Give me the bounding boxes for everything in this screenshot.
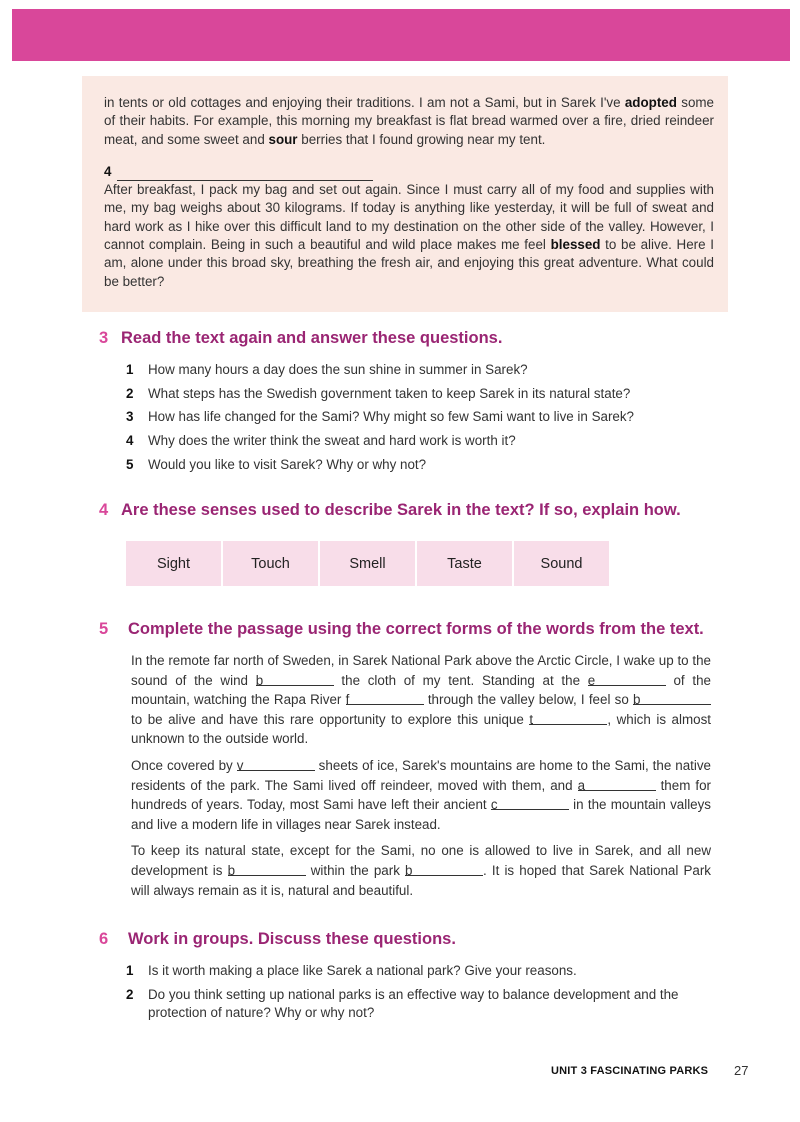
- answer-blank[interactable]: e: [588, 671, 666, 686]
- answer-blank[interactable]: b: [405, 861, 483, 876]
- sense-touch: Touch: [223, 541, 318, 586]
- reading-paragraph-4: After breakfast, I pack my bag and set out again. Since I must carry all of my food and supplies with me, my bag weighs about 30 kilograms. If today is anything like yesterday, it will be full of sweat and hard work as I hike over this difficult land to my destination on the other side of the valley. However, I cannot complain. Being in such a beautiful and wild place makes me feel blessed to be alive. Here I am, alone under this broad sky, breathing the fresh air, and enjoying this great adventure. What could be better?: [104, 182, 714, 289]
- answer-blank[interactable]: b: [256, 671, 334, 686]
- answer-blank[interactable]: c: [491, 795, 569, 810]
- exercise-title: Work in groups. Discuss these questions.: [128, 930, 456, 948]
- heading-blank-line[interactable]: [117, 166, 373, 181]
- list-item: 2 Do you think setting up national parks is an effective way to balance development and the protection of nature? Why or why not?: [126, 987, 679, 1020]
- exercise-number: 6: [99, 930, 109, 948]
- exercise-4-heading: [99, 501, 681, 520]
- exercise-6-heading: [99, 930, 456, 949]
- list-item: 1 Is it worth making a place like Sarek a national park? Give your reasons.: [126, 963, 577, 978]
- sense-taste: Taste: [417, 541, 512, 586]
- exercise-5-heading: [99, 620, 704, 639]
- sense-sight: Sight: [126, 541, 221, 586]
- exercise-number: 3: [99, 329, 109, 347]
- exercise-title: Read the text again and answer these questions.: [121, 329, 503, 347]
- cloze-paragraph-2: Once covered by v sheets of ice, Sarek's mountains are home to the Sami, the native residents of the park. The Sami lived off reindeer, moved with them, and a them for hundreds of years. Today, most Sami have left their ancient c in the mountain valleys and live a modern life in villages near Sarek instead.: [131, 757, 712, 832]
- paragraph-number: 4: [104, 163, 112, 179]
- list-item: 5 Would you like to visit Sarek? Why or why not?: [126, 456, 427, 472]
- exercise-3-heading: [99, 329, 502, 348]
- list-item: 1 How many hours a day does the sun shine in summer in Sarek?: [126, 362, 528, 377]
- exercise-3-questions: [126, 362, 634, 480]
- cloze-paragraph-3: To keep its natural state, except for the Sami, no one is allowed to live in Sarek, and all new development is b within the park b . It is hoped that Sarek National Park will always remain as it is, natural and beautiful.: [131, 843, 711, 898]
- exercise-title: Complete the passage using the correct forms of the words from the text.: [128, 620, 704, 638]
- cloze-passage: [131, 651, 711, 907]
- answer-blank[interactable]: v: [237, 756, 315, 771]
- exercise-title: Are these senses used to describe Sarek in the text? If so, explain how.: [121, 501, 681, 519]
- page-number: 27: [734, 1063, 749, 1078]
- answer-blank[interactable]: t: [529, 710, 607, 725]
- answer-blank[interactable]: b: [633, 690, 711, 705]
- reading-paragraph-3-end: in tents or old cottages and enjoying their traditions. I am not a Sami, but in Sarek I've adopted some of their habits. For example, this morning my breakfast is flat bread warmed over a fire, dried reindeer meat, and some sweet and sour berries that I found growing near my tent.: [104, 95, 714, 147]
- cloze-paragraph-1: In the remote far north of Sweden, in Sarek National Park above the Arctic Circle, I wake up to the sound of the wind b the cloth of my tent. Standing at the e of the mountain, watching the Rapa River f through the valley below, I feel so b to be alive and have this rare opportunity to explore this unique t , which is almost unknown to the outside world.: [131, 653, 711, 747]
- senses-table: [126, 541, 611, 586]
- sense-sound: Sound: [514, 541, 609, 586]
- answer-blank[interactable]: f: [346, 690, 424, 705]
- footer-unit-title: UNIT 3 FASCINATING PARKS: [551, 1065, 709, 1077]
- keyword-adopted: adopted: [624, 95, 677, 110]
- exercise-number: 5: [99, 620, 109, 638]
- list-item: 2 What steps has the Swedish government taken to keep Sarek in its natural state?: [126, 385, 631, 401]
- exercise-number: 4: [99, 501, 109, 519]
- keyword-sour: sour: [268, 131, 298, 147]
- sense-smell: Smell: [320, 541, 415, 586]
- answer-blank[interactable]: a: [578, 776, 656, 791]
- paragraph-4-heading: [104, 163, 714, 181]
- keyword-blessed: blessed: [550, 237, 601, 253]
- answer-blank[interactable]: b: [228, 861, 306, 876]
- list-item: 3 How has life changed for the Sami? Why might so few Sami want to live in Sarek?: [126, 409, 635, 425]
- header-color-bar: [12, 9, 790, 61]
- reading-passage: [82, 76, 728, 312]
- list-item: 4 Why does the writer think the sweat and hard work is worth it?: [126, 433, 516, 449]
- exercise-6-questions: [126, 962, 711, 1028]
